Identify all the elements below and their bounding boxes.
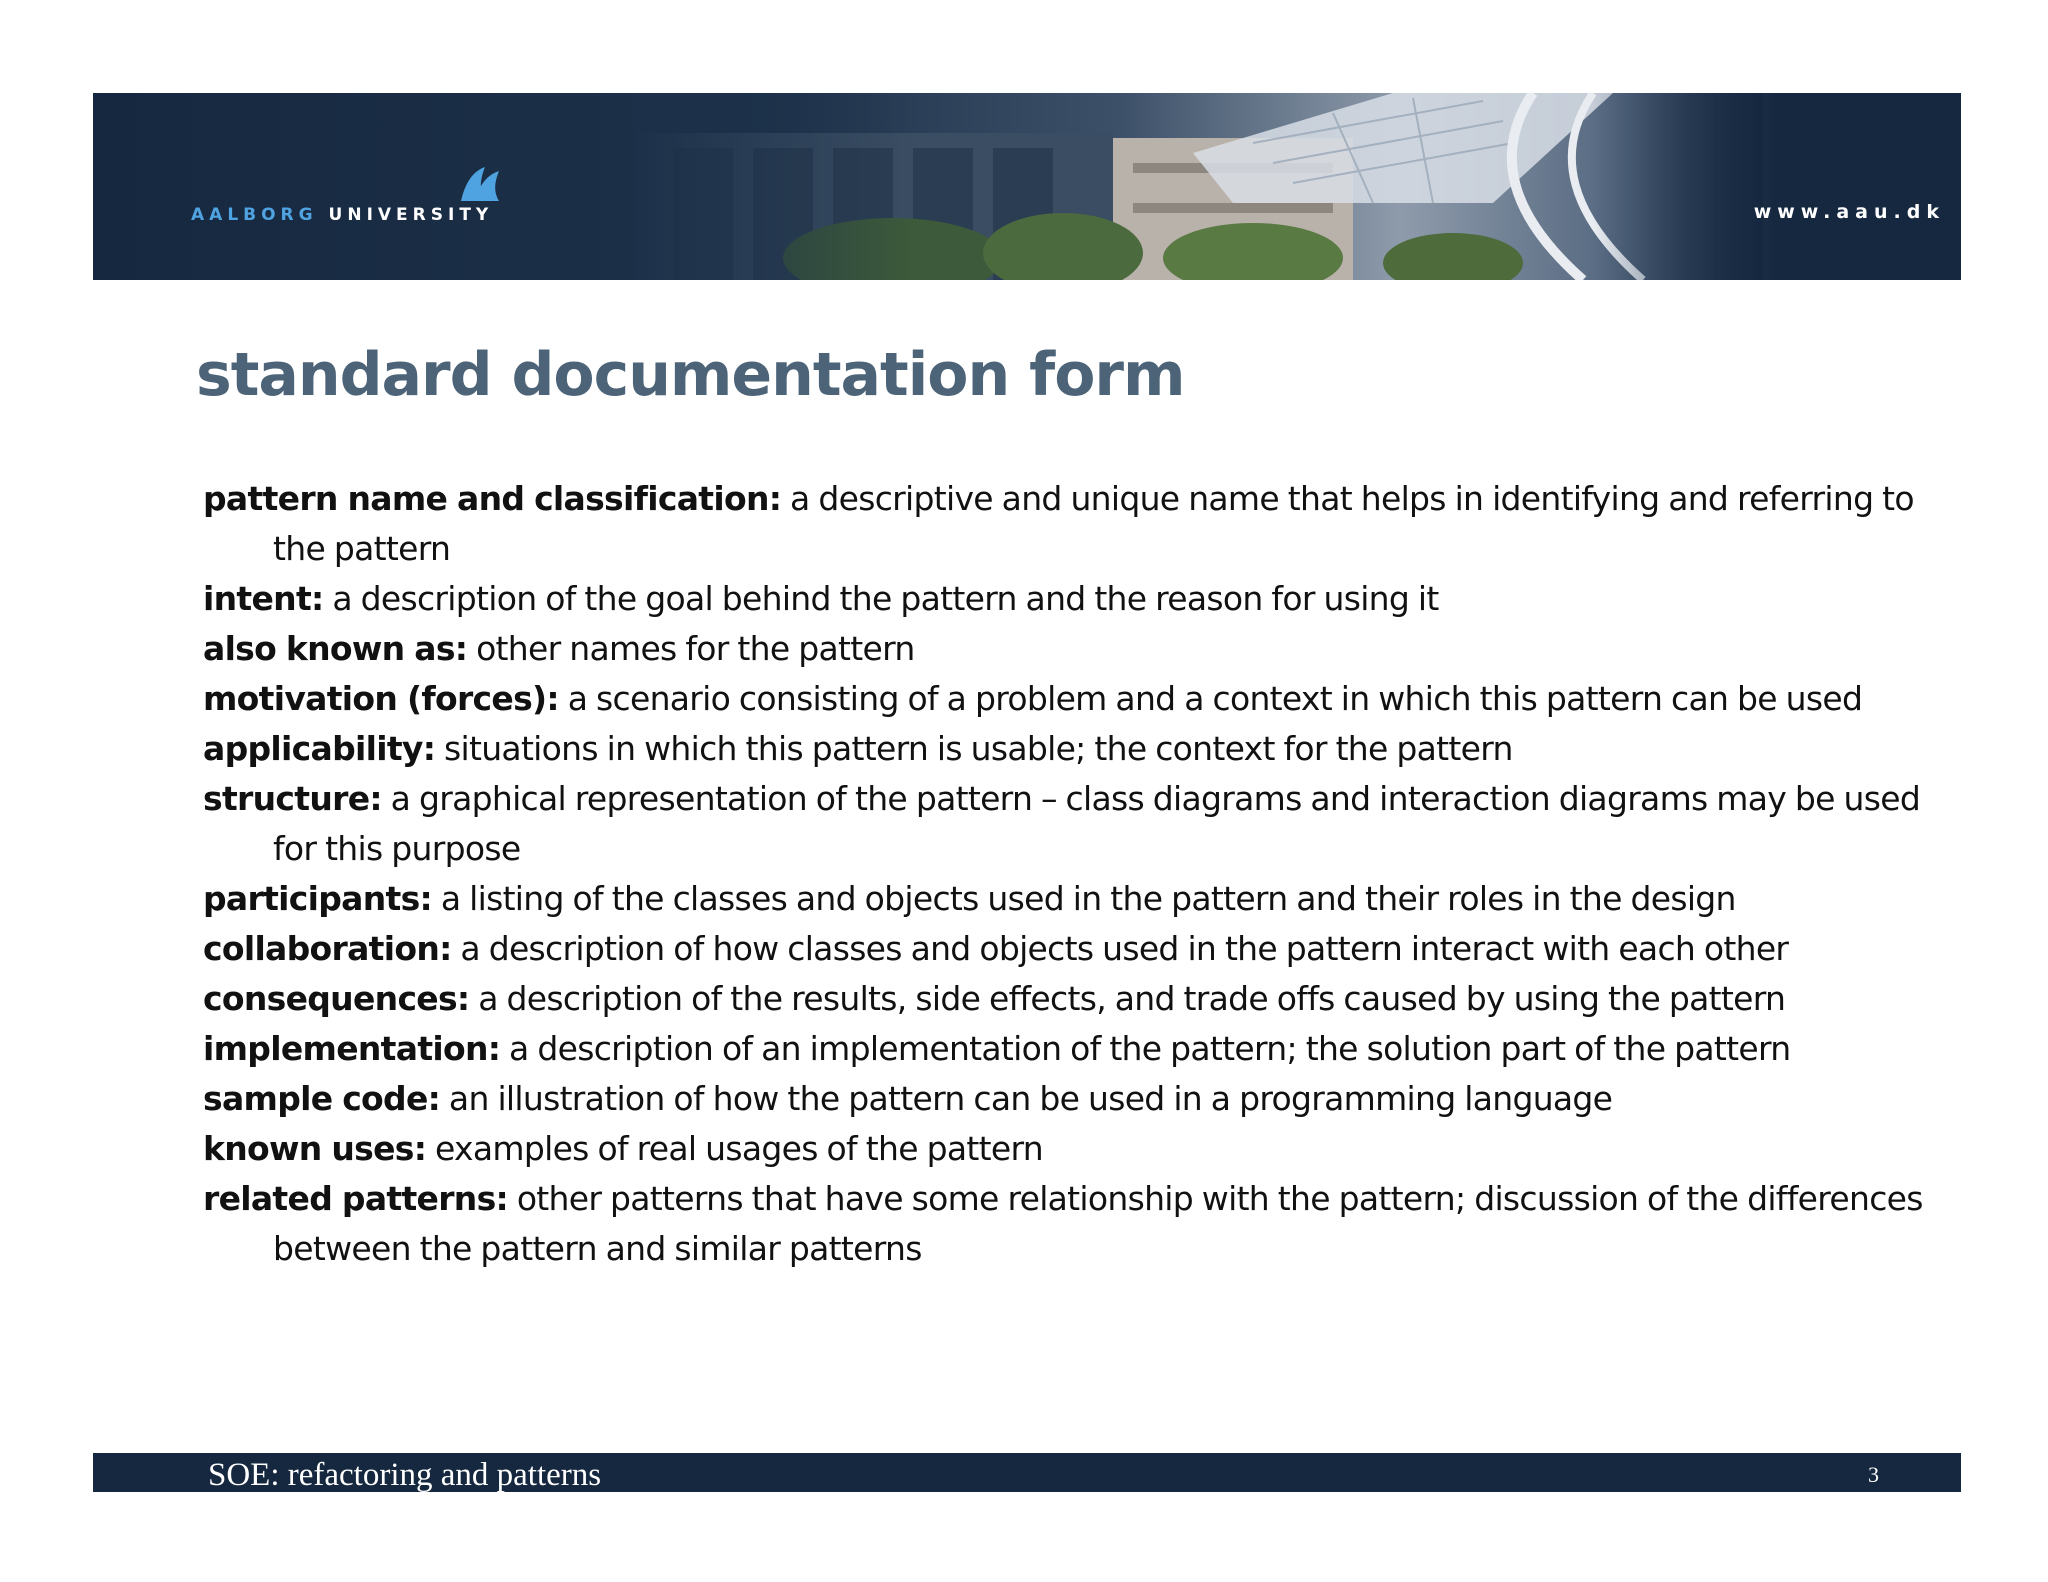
university-logo-text <box>191 205 493 225</box>
entry-term: implementation: <box>203 1029 501 1068</box>
site-url[interactable]: www.aau.dk <box>1753 201 1945 223</box>
list-item <box>203 1174 1923 1274</box>
entry-term: intent: <box>203 579 324 618</box>
entry-text: a description of how classes and objects used in the pattern interact with each other <box>451 929 1789 968</box>
list-item <box>203 624 1923 674</box>
entry-text: examples of real usages of the pattern <box>426 1129 1043 1168</box>
entry-text: a graphical representation of the pattern – class diagrams and interaction diagrams may be used for this purpose <box>273 779 1921 868</box>
list-item <box>203 1124 1923 1174</box>
page-number: 3 <box>1868 1462 1879 1487</box>
entry-term: known uses: <box>203 1129 427 1168</box>
list-item <box>203 774 1923 874</box>
footer-course-label: SOE: refactoring and patterns <box>208 1457 602 1493</box>
list-item <box>203 674 1923 724</box>
footer-bar <box>93 1453 1961 1492</box>
list-item <box>203 574 1923 624</box>
page-title: standard documentation form <box>196 340 1185 410</box>
logo-accent-word: AALBORG <box>191 205 318 225</box>
aau-logo-icon <box>455 163 505 203</box>
entry-term: also known as: <box>203 629 468 668</box>
entry-term: sample code: <box>203 1079 441 1118</box>
entry-text: a description of the goal behind the pattern and the reason for using it <box>323 579 1439 618</box>
list-item <box>203 1024 1923 1074</box>
entry-text: an illustration of how the pattern can be used in a programming language <box>440 1079 1613 1118</box>
entry-text: a listing of the classes and objects used in the pattern and their roles in the design <box>432 879 1736 918</box>
entry-term: collaboration: <box>203 929 452 968</box>
entry-text: a descriptive and unique name that helps in identifying and referring to the pattern <box>273 479 1914 568</box>
list-item <box>203 474 1923 574</box>
entry-text: a description of the results, side effects, and trade offs caused by using the pattern <box>469 979 1786 1018</box>
entry-term: applicability: <box>203 729 436 768</box>
header-banner <box>93 93 1961 280</box>
list-item <box>203 974 1923 1024</box>
campus-building-photo <box>633 93 1763 280</box>
entry-text: a description of an implementation of the pattern; the solution part of the pattern <box>500 1029 1791 1068</box>
entry-term: consequences: <box>203 979 470 1018</box>
entry-term: motivation (forces): <box>203 679 559 718</box>
entry-text: situations in which this pattern is usable; the context for the pattern <box>435 729 1513 768</box>
documentation-fields-list <box>203 474 1923 1274</box>
list-item <box>203 874 1923 924</box>
logo-rest-word: UNIVERSITY <box>328 205 494 225</box>
entry-text: other patterns that have some relationship with the pattern; discussion of the differences between the pattern and similar patterns <box>273 1179 1923 1268</box>
list-item <box>203 924 1923 974</box>
entry-term: related patterns: <box>203 1179 509 1218</box>
entry-text: other names for the pattern <box>467 629 915 668</box>
entry-text: a scenario consisting of a problem and a context in which this pattern can be used <box>558 679 1863 718</box>
entry-term: participants: <box>203 879 433 918</box>
entry-term: structure: <box>203 779 382 818</box>
entry-term: pattern name and classification: <box>203 479 782 518</box>
list-item <box>203 724 1923 774</box>
list-item <box>203 1074 1923 1124</box>
